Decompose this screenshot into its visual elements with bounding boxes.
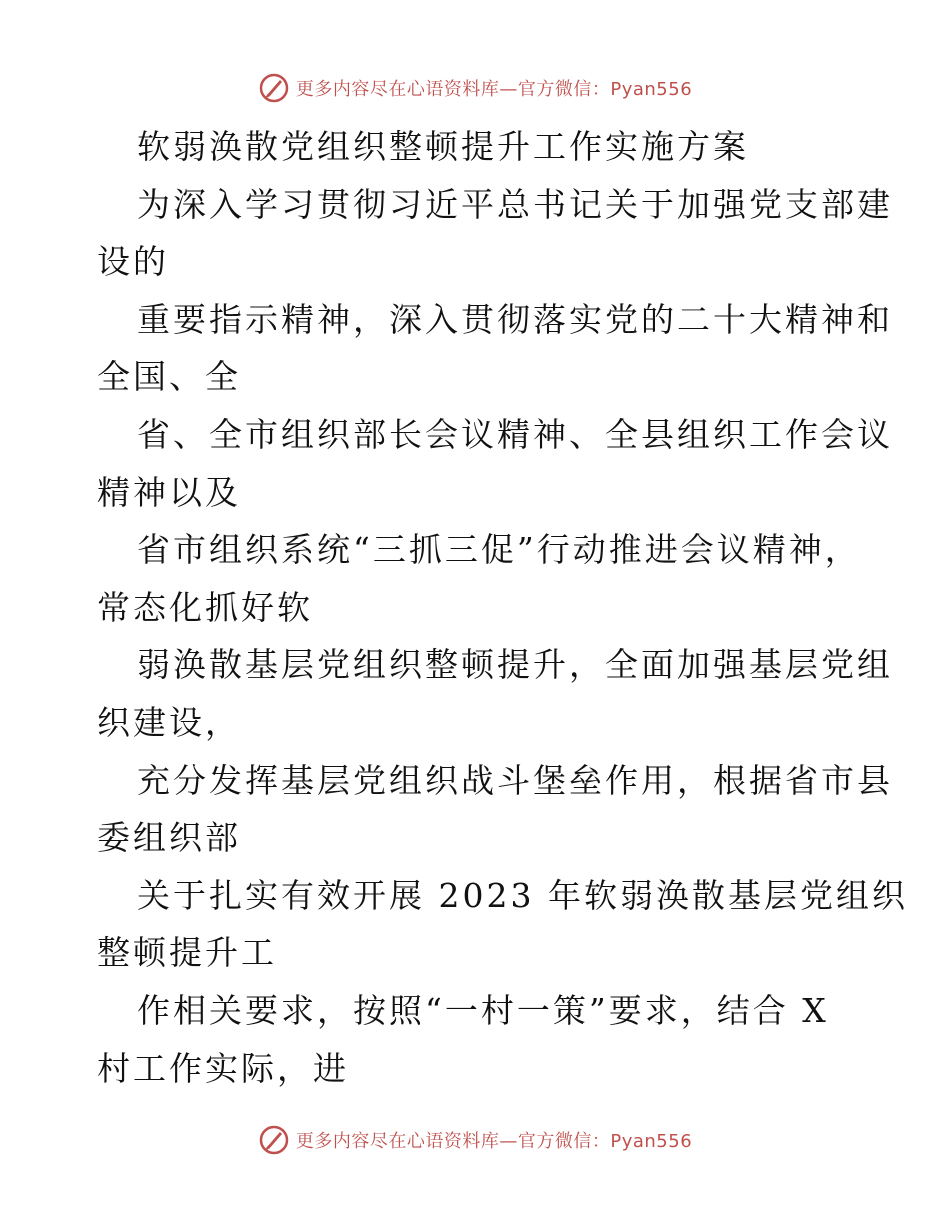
paragraph-line: 省市组织系统“三抓三促”行动推进会议精神， [137, 530, 861, 570]
document-body [97, 118, 908, 1097]
paragraph-line: 省、全市组织部长会议精神、全县组织工作会议 [137, 414, 893, 454]
paragraph-line: 弱涣散基层党组织整顿提升，全面加强基层党组 [137, 645, 893, 685]
paragraph-line: 重要指示精神，深入贯彻落实党的二十大精神和 [137, 299, 893, 339]
paragraph-line: 精神以及 [97, 472, 241, 512]
footer-watermark [0, 1124, 950, 1156]
paragraph-line: 关于扎实有效开展 2023 年软弱涣散基层党组织 [137, 875, 908, 915]
watermark-text: 更多内容尽在心语资料库—官方微信：Pyan556 [295, 79, 693, 100]
paragraph-line: 委组织部 [97, 818, 241, 858]
document-title: 软弱涣散党组织整顿提升工作实施方案 [137, 127, 749, 166]
quill-logo-icon [258, 1124, 290, 1156]
header-watermark [0, 72, 950, 104]
paragraph-line: 常态化抓好软 [97, 587, 313, 627]
paragraph-line: 整顿提升工 [97, 933, 277, 973]
paragraph-line: 充分发挥基层党组织战斗堡垒作用，根据省市县 [137, 760, 893, 800]
paragraph-line: 全国、全 [97, 357, 241, 397]
paragraph-line: 织建设， [97, 702, 241, 742]
watermark-text: 更多内容尽在心语资料库—官方微信：Pyan556 [295, 1131, 693, 1152]
quill-logo-icon [258, 72, 290, 104]
paragraph-line: 作相关要求，按照“一村一策”要求，结合 X [137, 990, 829, 1030]
paragraph-line: 为深入学习贯彻习近平总书记关于加强党支部建 [137, 184, 893, 224]
paragraph-line: 设的 [97, 242, 169, 282]
paragraph-line: 村工作实际，进 [97, 1048, 349, 1088]
